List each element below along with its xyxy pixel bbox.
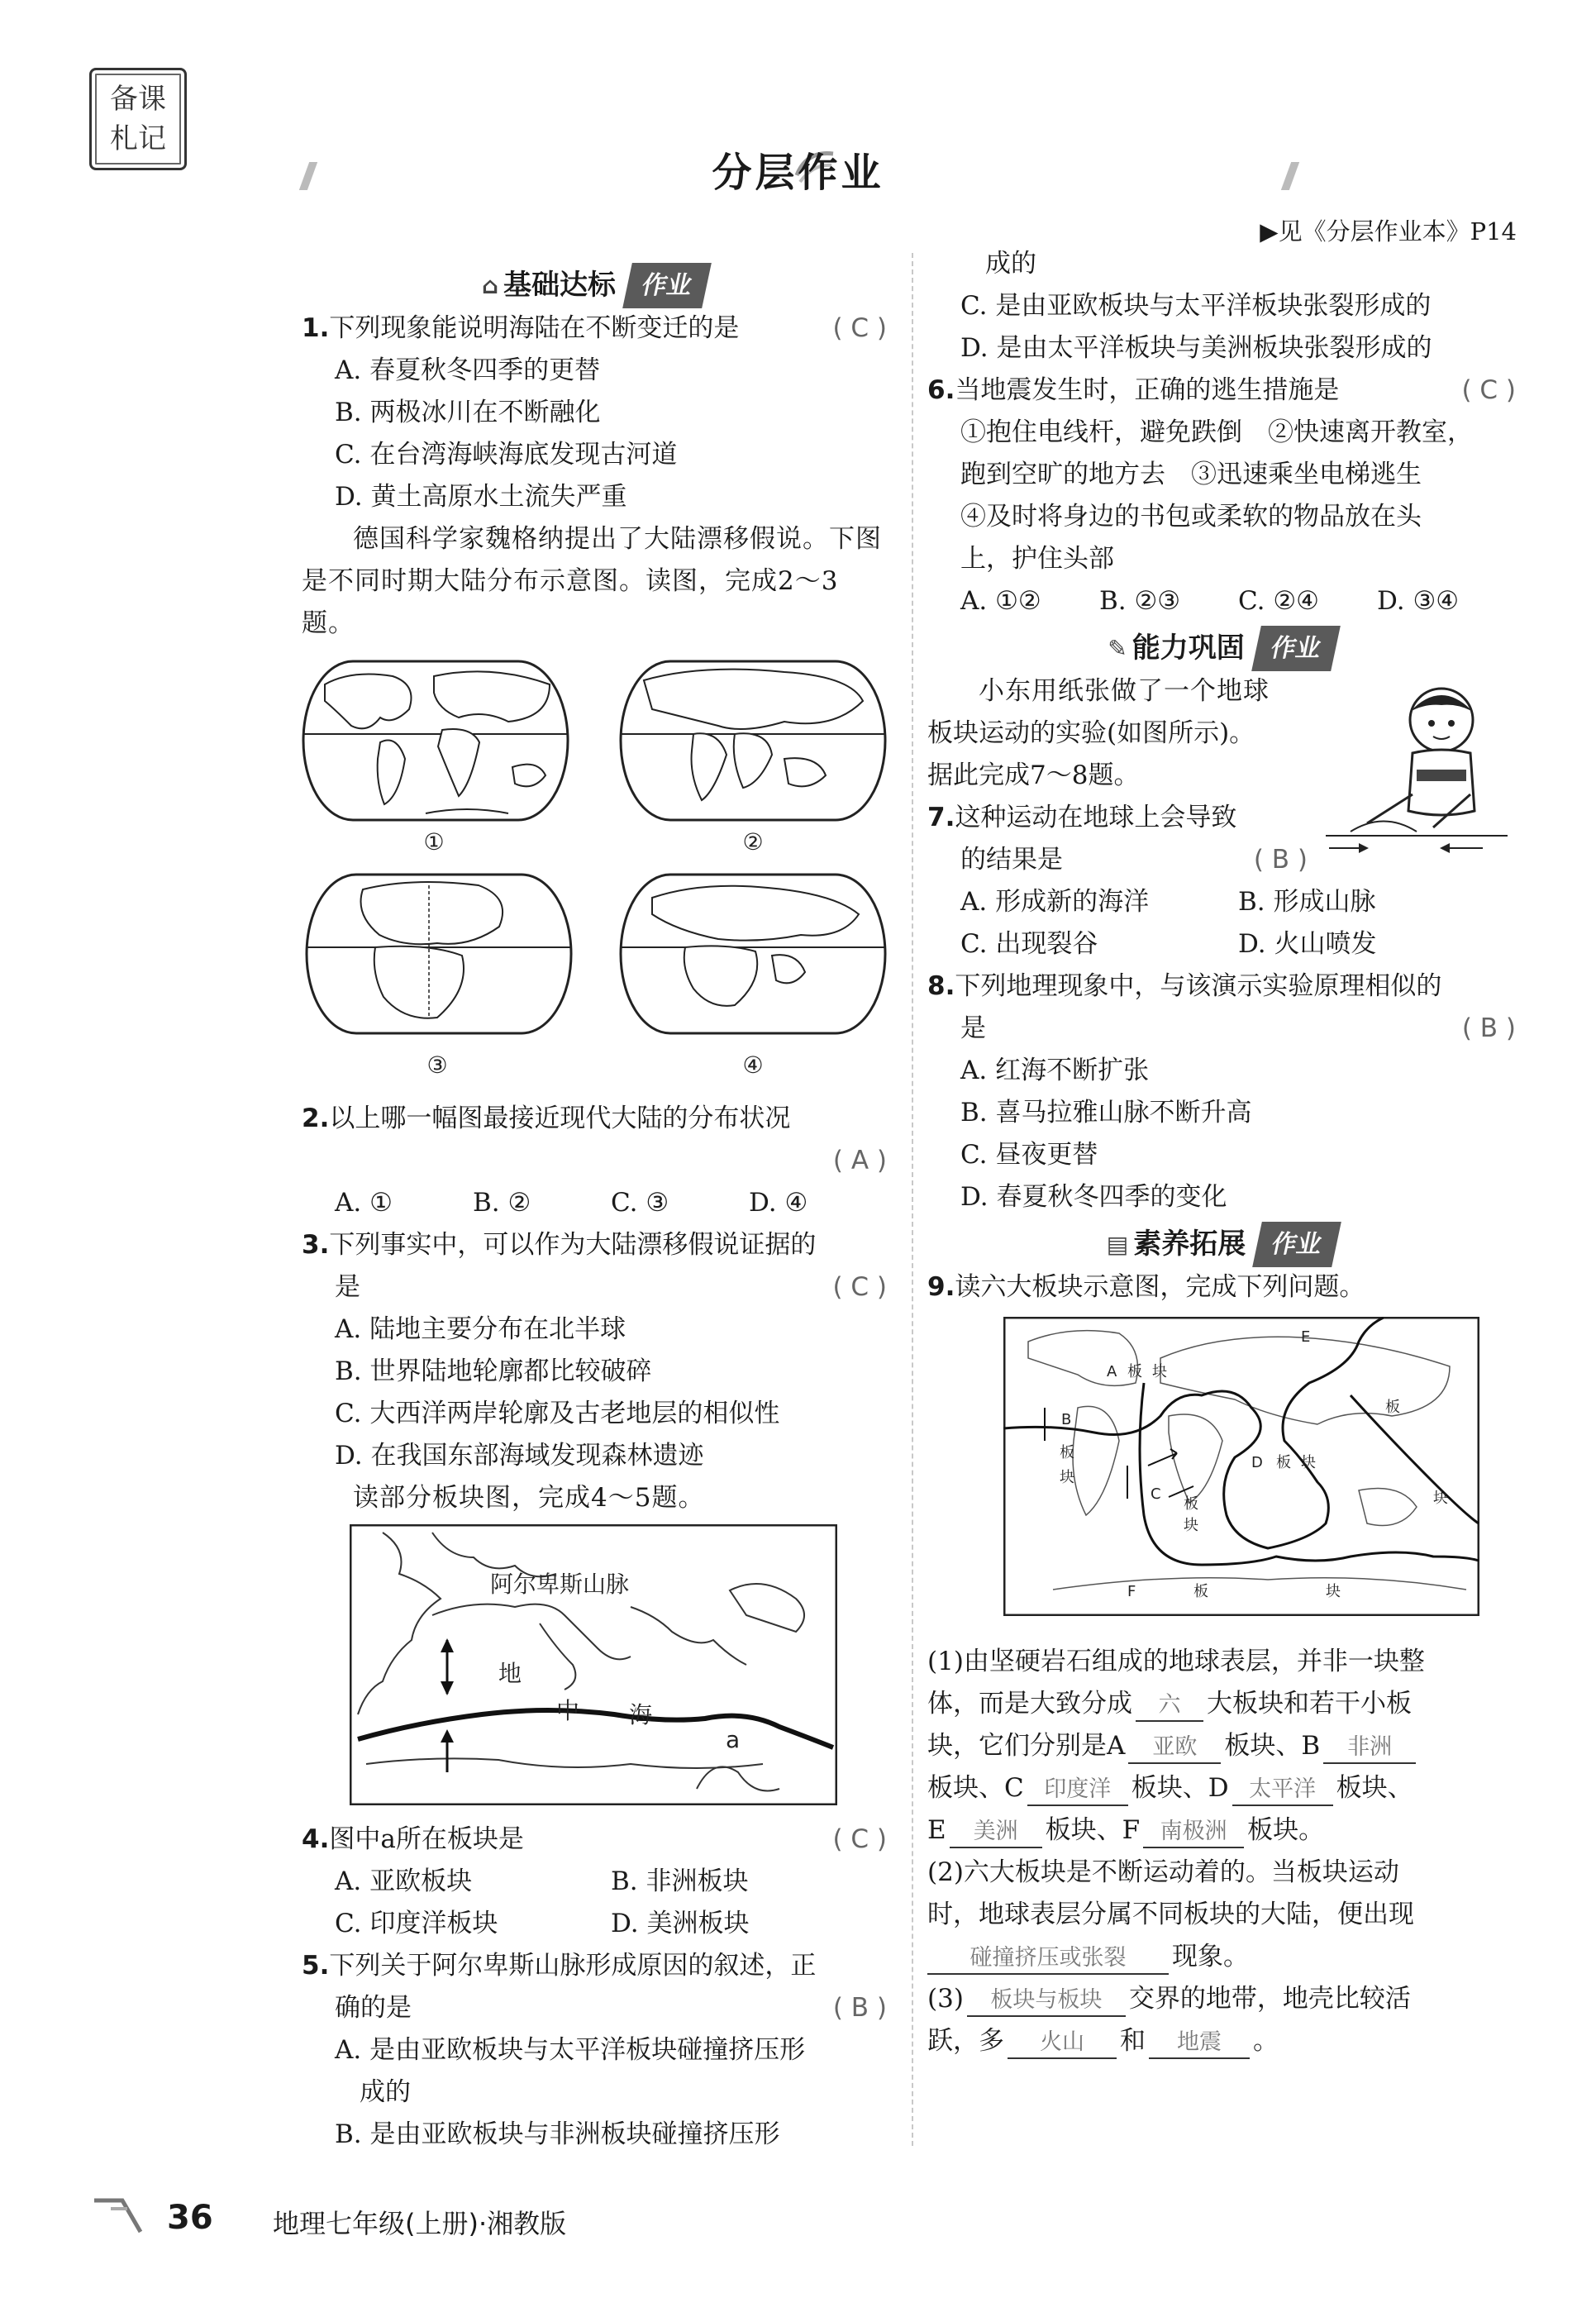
pencil-icon: ✎ xyxy=(1108,634,1127,662)
plate-label-e-ban: 板 xyxy=(1385,1399,1400,1416)
section-ability-name: 能力巩固 xyxy=(1131,631,1245,665)
q2-number: 2. xyxy=(302,1104,330,1133)
q9-blank-f[interactable]: 南极洲 xyxy=(1143,1817,1244,1848)
plate-label-c-ban: 板 xyxy=(1184,1495,1198,1513)
section-extend-tag: 作业 xyxy=(1252,1222,1341,1267)
q2-option-d: D. ④ xyxy=(749,1188,808,1218)
q9-blank-b[interactable]: 非洲 xyxy=(1323,1733,1416,1764)
q3-stem-1: 下列事实中，可以作为大陆漂移假说证据的 xyxy=(329,1230,817,1260)
q2-answer: ( A ) xyxy=(832,1146,887,1175)
section-basic-name: 基础达标 xyxy=(503,268,617,302)
q9-part-3 xyxy=(927,1978,1516,2062)
q9-p1-text-6: 板块、C xyxy=(927,1773,1024,1803)
q9-p3-text-2: 交界的地带，地壳比较活 xyxy=(1128,1984,1411,2014)
q6-answer: ( C ) xyxy=(1461,375,1516,405)
intro-maps: 德国科学家魏格纳提出了大陆漂移假说。下图是不同时期大陆分布示意图。读图，完成2～3题。 xyxy=(302,524,882,638)
experiment-block xyxy=(927,670,1516,965)
q6-line-4: 上，护住头部 xyxy=(960,544,1114,574)
q9-blank-e[interactable]: 美洲 xyxy=(950,1817,1042,1848)
q9-p1-text-2: 体，而是大致分成 xyxy=(927,1689,1132,1719)
question-6 xyxy=(927,369,1516,622)
q1-number: 1. xyxy=(302,313,330,343)
question-8 xyxy=(927,965,1516,1218)
intro-exp-line-2: 板块运动的实验(如图所示)。 xyxy=(927,718,1255,748)
alps-plate-map xyxy=(350,1524,837,1805)
q3-number: 3. xyxy=(302,1230,330,1260)
question-1 xyxy=(302,308,887,518)
q7-option-d: D. 火山喷发 xyxy=(1238,929,1377,959)
q5-option-c: C. 是由亚欧板块与太平洋板块张裂形成的 xyxy=(960,291,1432,321)
alps-label-mountain: 阿尔卑斯山脉 xyxy=(490,1571,630,1598)
question-9 xyxy=(927,1266,1516,2062)
section-basic xyxy=(302,263,887,308)
q6-line-1: ①抱住电线杆，避免跌倒 ②快速离开教室， xyxy=(960,417,1473,447)
q4-option-d: D. 美洲板块 xyxy=(611,1909,750,1938)
plate-label-d-kuai: 块 xyxy=(1301,1454,1316,1471)
footer-arrow-icon xyxy=(89,2192,155,2238)
q9-p3-text-1: (3) xyxy=(927,1984,964,2014)
q9-stem: 读六大板块示意图，完成下列问题。 xyxy=(955,1272,1365,1302)
continent-maps-figure xyxy=(302,651,887,1081)
q9-p2-text-3: 现象。 xyxy=(1172,1942,1249,1971)
house-icon: ⌂ xyxy=(481,271,499,299)
book-icon: ▤ xyxy=(1106,1230,1129,1258)
map-1 xyxy=(303,661,568,820)
q9-p1-text-11: 板块。 xyxy=(1247,1815,1325,1845)
q9-p3-text-4: 和 xyxy=(1120,2026,1146,2056)
q7-option-a: A. 形成新的海洋 xyxy=(960,887,1150,917)
q7-option-c: C. 出现裂谷 xyxy=(960,929,1098,959)
q9-part-2 xyxy=(927,1852,1516,1978)
stamp-line-1: 备课 xyxy=(110,83,166,116)
section-extend xyxy=(927,1222,1516,1266)
q9-p1-text-4: 块，它们分别是A xyxy=(927,1731,1126,1761)
q8-option-d: D. 春夏秋冬四季的变化 xyxy=(960,1182,1227,1212)
q5-option-a-line-1: A. 是由亚欧板块与太平洋板块碰撞挤压形 xyxy=(335,2035,806,2065)
q1-option-d: D. 黄土高原水土流失严重 xyxy=(335,482,627,512)
alps-label-sea-2: 中 xyxy=(556,1697,580,1724)
q9-p2-blank[interactable]: 碰撞挤压或张裂 xyxy=(927,1943,1169,1975)
plate-label-d-ban: 板 xyxy=(1276,1454,1291,1471)
q3-option-b: B. 世界陆地轮廓都比较破碎 xyxy=(335,1356,652,1386)
plate-label-f-kuai: 块 xyxy=(1326,1583,1341,1600)
map-3 xyxy=(307,875,571,1033)
q8-option-a: A. 红海不断扩张 xyxy=(960,1056,1150,1085)
page-number: 36 xyxy=(167,2199,213,2237)
q8-stem-2: 是 xyxy=(960,1013,986,1043)
alps-label-point: a xyxy=(726,1726,741,1753)
q7-stem-1: 这种运动在地球上会导致 xyxy=(955,803,1237,832)
q6-option-b: B. ②③ xyxy=(1099,586,1181,616)
question-4 xyxy=(302,1819,887,1945)
q8-option-c: C. 昼夜更替 xyxy=(960,1140,1098,1170)
map-label-3: ③ xyxy=(426,1051,448,1079)
q9-blank-d[interactable]: 太平洋 xyxy=(1232,1775,1333,1806)
six-plates-map xyxy=(1003,1317,1479,1616)
q9-number: 9. xyxy=(927,1272,955,1302)
section-basic-tag: 作业 xyxy=(622,263,712,308)
q4-option-c: C. 印度洋板块 xyxy=(335,1909,498,1938)
intro-exp-line-3: 据此完成7～8题。 xyxy=(927,760,1140,790)
q5-option-a-line-2: 成的 xyxy=(360,2077,411,2107)
q9-p3-text-5: 。 xyxy=(1253,2026,1279,2056)
q4-option-a: A. 亚欧板块 xyxy=(335,1866,473,1896)
q6-option-c: C. ②④ xyxy=(1238,586,1319,616)
alps-label-sea-1: 地 xyxy=(498,1660,522,1687)
q5-number: 5. xyxy=(302,1951,330,1981)
map-label-1: ① xyxy=(423,828,445,856)
q5-option-b-line-1: B. 是由亚欧板块与非洲板块碰撞挤压形 xyxy=(335,2119,780,2149)
section-extend-name: 素养拓展 xyxy=(1133,1227,1246,1261)
q3-answer: ( C ) xyxy=(832,1272,887,1302)
q3-option-a: A. 陆地主要分布在北半球 xyxy=(335,1314,626,1344)
q6-number: 6. xyxy=(927,375,955,405)
q2-option-c: C. ③ xyxy=(611,1188,669,1218)
q3-option-c: C. 大西洋两岸轮廓及古老地层的相似性 xyxy=(335,1399,780,1428)
map-label-4: ④ xyxy=(742,1051,764,1079)
question-3 xyxy=(302,1224,887,1477)
q8-option-b: B. 喜马拉雅山脉不断升高 xyxy=(960,1098,1252,1128)
left-column xyxy=(302,263,887,2156)
q9-p1-text-9: E xyxy=(927,1815,946,1845)
alps-label-sea-3: 海 xyxy=(629,1701,653,1728)
q9-p2-line-1: (2)六大板块是不断运动着的。当板块运动 xyxy=(927,1857,1399,1887)
q9-p3-blank-1[interactable]: 板块与板块 xyxy=(967,1986,1126,2017)
q4-answer: ( C ) xyxy=(832,1824,887,1854)
section-ability xyxy=(927,626,1516,670)
q2-stem: 以上哪一幅图最接近现代大陆的分布状况 xyxy=(329,1104,791,1133)
q8-stem-1: 下列地理现象中，与该演示实验原理相似的 xyxy=(955,971,1442,1001)
q6-line-3: ④及时将身边的书包或柔软的物品放在头 xyxy=(960,502,1422,532)
q6-option-a: A. ①② xyxy=(960,586,1041,616)
plate-label-c: C xyxy=(1151,1485,1161,1503)
q6-option-d: D. ③④ xyxy=(1377,586,1460,616)
plate-label-a-ban: 板 xyxy=(1127,1363,1142,1380)
q9-blank-c[interactable]: 印度洋 xyxy=(1027,1775,1128,1806)
map-4 xyxy=(621,875,885,1033)
q9-part-1 xyxy=(927,1641,1516,1852)
q7-option-b: B. 形成山脉 xyxy=(1238,887,1376,917)
q4-stem: 图中a所在板块是 xyxy=(329,1824,524,1854)
plate-label-b-kuai: 块 xyxy=(1060,1469,1074,1486)
page-title: 分层作业 xyxy=(712,150,884,196)
plate-label-e: E xyxy=(1301,1328,1311,1346)
plate-label-a-kuai: 块 xyxy=(1152,1363,1167,1380)
q9-p1-text-3: 大板块和若干小板 xyxy=(1207,1689,1412,1719)
plate-label-b-ban: 板 xyxy=(1060,1444,1074,1461)
q9-p1-text-5: 板块、B xyxy=(1224,1731,1321,1761)
plate-label-d: D xyxy=(1251,1454,1263,1471)
q9-p1-text-10: 板块、F xyxy=(1045,1815,1141,1845)
plate-label-e-kuai: 块 xyxy=(1433,1490,1448,1507)
right-column xyxy=(927,243,1516,2062)
intro-alps: 读部分板块图，完成4～5题。 xyxy=(353,1483,705,1513)
question-2 xyxy=(302,1098,887,1224)
q5-option-b-line-2: 成的 xyxy=(985,249,1036,279)
q9-p2-line-2: 时，地球表层分属不同板块的大陆，便出现 xyxy=(927,1900,1414,1929)
q7-stem-2: 的结果是 xyxy=(960,845,1063,875)
boy-experiment-illustration xyxy=(1317,670,1516,869)
q9-p3-blank-2[interactable]: 火山 xyxy=(1008,2028,1117,2059)
q9-p1-text-7: 板块、D xyxy=(1131,1773,1229,1803)
q2-option-b: B. ② xyxy=(473,1188,531,1218)
map-2 xyxy=(621,661,885,820)
q8-number: 8. xyxy=(927,971,955,1001)
q4-option-b: B. 非洲板块 xyxy=(611,1866,749,1896)
q7-answer: ( B ) xyxy=(1253,845,1308,875)
q2-option-a: A. ① xyxy=(335,1188,393,1218)
q1-answer: ( C ) xyxy=(832,313,887,343)
q9-p3-text-3: 跃，多 xyxy=(927,2026,1004,2056)
q6-line-2: 跑到空旷的地方去 ③迅速乘坐电梯逃生 xyxy=(960,460,1422,489)
q8-answer: ( B ) xyxy=(1461,1013,1516,1043)
q3-option-d: D. 在我国东部海域发现森林遗迹 xyxy=(335,1441,704,1471)
question-5 xyxy=(302,1945,887,2156)
q1-option-b: B. 两极冰川在不断融化 xyxy=(335,398,601,427)
q5-answer: ( B ) xyxy=(832,1993,887,2023)
q1-option-c: C. 在台湾海峡海底发现古河道 xyxy=(335,440,678,470)
q9-p3-blank-3[interactable]: 地震 xyxy=(1149,2028,1250,2059)
plate-label-a: A xyxy=(1107,1363,1117,1380)
q6-stem: 当地震发生时，正确的逃生措施是 xyxy=(955,375,1340,405)
q9-p1-line-1: (1)由坚硬岩石组成的地球表层，并非一块整 xyxy=(927,1647,1425,1676)
stamp-line-2: 札记 xyxy=(110,122,166,155)
book-title: 地理七年级(上册)·湘教版 xyxy=(273,2208,567,2239)
plate-label-c-kuai: 块 xyxy=(1184,1517,1198,1534)
map-label-2: ② xyxy=(742,828,764,856)
plate-label-f: F xyxy=(1127,1583,1136,1600)
q7-number: 7. xyxy=(927,803,955,832)
q9-blank-count[interactable]: 六 xyxy=(1136,1690,1203,1722)
intro-exp-line-1: 小东用纸张做了一个地球 xyxy=(979,676,1270,706)
q1-stem: 下列现象能说明海陆在不断变迁的是 xyxy=(329,313,740,343)
q5-option-d: D. 是由太平洋板块与美洲板块张裂形成的 xyxy=(960,333,1432,363)
q9-p1-text-8: 板块、 xyxy=(1336,1773,1413,1803)
q5-stem-1: 下列关于阿尔卑斯山脉形成原因的叙述，正 xyxy=(329,1951,817,1981)
column-divider xyxy=(912,253,913,2146)
q9-blank-a[interactable]: 亚欧 xyxy=(1128,1733,1221,1764)
plate-label-b: B xyxy=(1061,1411,1072,1428)
q4-number: 4. xyxy=(302,1824,330,1854)
see-reference: ▶见《分层作业本》P14 xyxy=(1260,217,1517,246)
q1-option-a: A. 春夏秋冬四季的更替 xyxy=(335,355,601,385)
section-ability-tag: 作业 xyxy=(1251,626,1341,671)
q5-stem-2: 确的是 xyxy=(335,1993,412,2023)
q3-stem-2: 是 xyxy=(335,1272,360,1302)
plate-label-f-ban: 板 xyxy=(1193,1583,1208,1600)
